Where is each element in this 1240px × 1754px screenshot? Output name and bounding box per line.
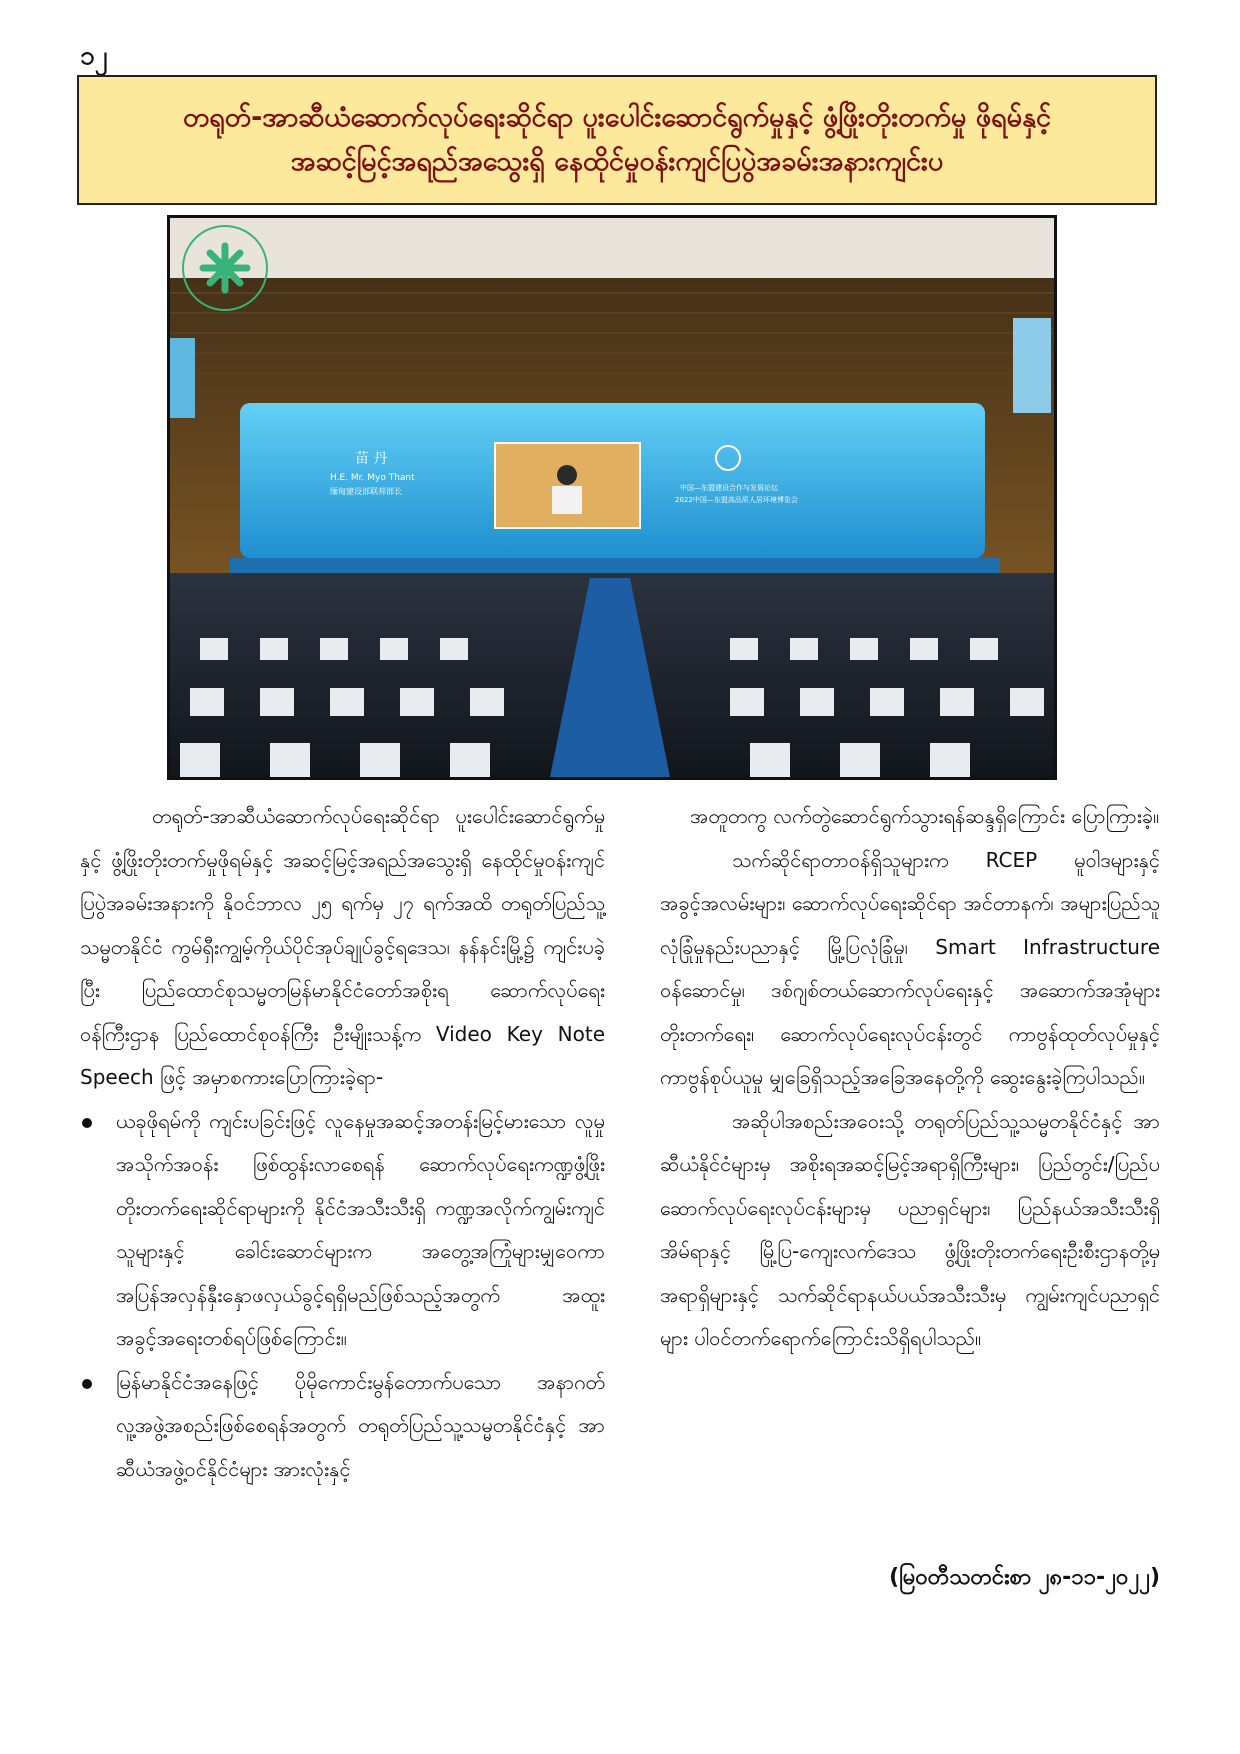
article-bullet-2-continuation: အတူတကွ လက်တွဲဆောင်ရွက်သွားရန်ဆန္ဒရှိကြောင်း ပြောကြားခဲ့။ <box>690 804 1160 828</box>
headline-line-2: အဆင့်မြင့်အရည်အသွေးရှိ နေထိုင်မှုဝန်းကျင်ပြပွဲအခမ်းအနားကျင်းပ <box>290 146 944 177</box>
article-paragraph-2: သက်ဆိုင်ရာတာဝန်ရှိသူများက RCEP မူဝါဒများနှင့် အခွင့်အလမ်းများ၊ ဆောက်လုပ်ရေးဆိုင်ရာ အင်တာနက်၊ အများပြည်သူလုံခြုံမှုနည်းပညာနှင့် မြို့ပြလုံခြုံမှု၊ Smart Infrastructure ဝန်ဆောင်မှု၊ ဒစ်ဂျစ်တယ်ဆောက်လုပ်ရေးနှင့် အဆောက်အအုံများ တိုးတက်ရေး၊ ဆောက်လုပ်ရေးလုပ်ငန်းတွင် ကာဗွန်ထုတ်လုပ်မှုနှင့် ကာဗွန်စုပ်ယူမှု မျှခြေရှိသည့်အခြေအနေတို့ကို ဆွေးနွေးခဲ့ကြပါသည်။ <box>660 847 1160 1089</box>
article-bullet-2 <box>80 1361 605 1492</box>
article-paragraph-3: အဆိုပါအစည်းအဝေးသို့ တရုတ်ပြည်သူ့သမ္မတနိုင်ငံနှင့် အာဆီယံနိုင်ငံများမှ အစိုးရအဆင့်မြင့်အရာရှိကြီးများ၊ ပြည်တွင်း/ပြည်ပဆောက်လုပ်ရေးလုပ်ငန်းများမှ ပညာရှင်များ၊ ပြည်နယ်အသီးသီးရှိ အိမ်ရာနှင့် မြို့ပြ-ကျေးလက်ဒေသ ဖွံ့ဖြိုးတိုးတက်ရေးဦးစီးဌာနတို့မှ အရာရှိများနှင့် သက်ဆိုင်ရာနယ်ပယ်အသီးသီးမှ ကျွမ်းကျင်ပညာရှင်များ ပါဝင်တက်ရောက်ကြောင်းသိရှိရပါသည်။ <box>660 1108 1160 1350</box>
page-number: ၁၂ <box>80 41 108 71</box>
screen-title-cn: 缅甸建设部联邦部长 <box>330 487 402 496</box>
bullet-dot-icon <box>82 1118 92 1128</box>
article-column-left <box>80 795 605 1491</box>
screen-name-en: H.E. Mr. Myo Thant <box>330 473 415 483</box>
headline-box <box>77 75 1157 205</box>
article-bullet-2-text: မြန်မာနိုင်ငံအနေဖြင့် ပိုမိုကောင်းမွန်တောက်ပသော အနာဂတ်လူ့အဖွဲ့အစည်းဖြစ်စေရန်အတွက် တရုတ်ပြည်သူ့သမ္မတနိုင်ငံနှင့် အာဆီယံအဖွဲ့ဝင်နိုင်ငံများ အားလုံးနှင့် <box>116 1369 605 1481</box>
screen-banner-year: 2022中国—东盟高品质人居环境博览会 <box>675 496 798 504</box>
article-paragraph-1: တရုတ်-အာဆီယံဆောက်လုပ်ရေးဆိုင်ရာ ပူးပေါင်းဆောင်ရွက်မှုနှင့် ဖွံ့ဖြိုးတိုးတက်မှုဖိုရမ်နှင့် အဆင့်မြင့်အရည်အသွေးရှိ နေထိုင်မှုဝန်းကျင်ပြပွဲအခမ်းအနားကို နိုဝင်ဘာလ ၂၅ ရက်မှ ၂၇ ရက်အထိ တရုတ်ပြည်သူ့သမ္မတနိုင်ငံ ကွမ်ရှီးကျွမ့်ကိုယ်ပိုင်အုပ်ချုပ်ခွင့်ရဒေသ၊ နန်နင်းမြို့၌ ကျင်းပခဲ့ပြီး ပြည်ထောင်စုသမ္မတမြန်မာနိုင်ငံတော်အစိုးရ ဆောက်လုပ်ရေးဝန်ကြီးဌာန ပြည်ထောင်စုဝန်ကြီး ဦးမျိုးသန့်က Video Key Note Speech ဖြင့် အမှာစကားပြောကြားခဲ့ရာ- <box>80 804 605 1089</box>
source-credit: (မြဝတီသတင်းစာ ၂၈-၁၁-၂၀၂၂) <box>889 1565 1160 1590</box>
bullet-dot-icon <box>82 1379 92 1389</box>
article-column-right <box>660 795 1160 1361</box>
headline-line-1: တရုတ်-အာဆီယံဆောက်လုပ်ရေးဆိုင်ရာ ပူးပေါင်းဆောင်ရွက်မှုနှင့် ဖွံ့ဖြိုးတိုးတက်မှု ဖိုရမ်နှင့် <box>183 102 1051 133</box>
screen-name-cn: 苗 丹 <box>355 451 388 467</box>
screen-banner-cn: 中国—东盟建设合作与发展论坛 <box>680 484 778 492</box>
article-bullet-1-text: ယခုဖိုရမ်ကို ကျင်းပခြင်းဖြင့် လူနေမှုအဆင့်အတန်းမြင့်မားသော လူမှုအသိုက်အဝန်း ဖြစ်ထွန်းလာစေရန် ဆောက်လုပ်ရေးကဏ္ဍဖွံ့ဖြိုးတိုးတက်ရေးဆိုင်ရာများကို နိုင်ငံအသီးသီးရှိ ကဏ္ဍအလိုက်ကျွမ်းကျင်သူများနှင့် ခေါင်းဆောင်များက အတွေ့အကြုံများမျှဝေကာ အပြန်အလှန်နှီးနှောဖလှယ်ခွင့်ရရှိမည်ဖြစ်သည့်အတွက် အထူးအခွင့်အရေးတစ်ရပ်ဖြစ်ကြောင်း။ <box>116 1108 605 1350</box>
article-bullet-1 <box>80 1100 605 1361</box>
forum-photo <box>167 215 1057 780</box>
